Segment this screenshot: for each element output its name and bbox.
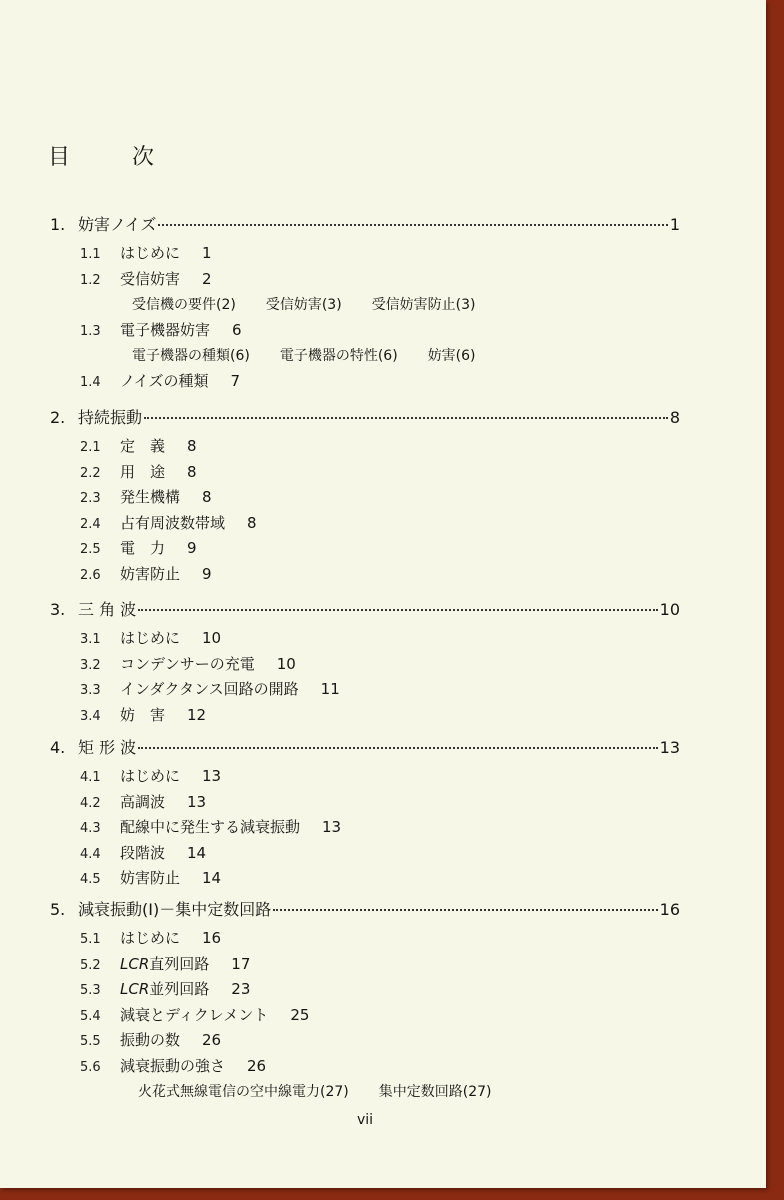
section-title: はじめに <box>120 629 181 647</box>
chapter-row <box>50 405 680 428</box>
section-row <box>80 319 242 340</box>
chapter-page: 10 <box>659 600 680 619</box>
section-title: 妨 害 <box>120 705 166 724</box>
section-number: 3.2 <box>80 657 101 673</box>
section-title: 電 力 <box>120 539 166 557</box>
section-number: 3.3 <box>80 683 101 698</box>
section-row <box>80 1055 266 1076</box>
section-page: 8 <box>202 488 212 506</box>
section-number: 5.3 <box>80 983 101 998</box>
subsection-row <box>138 1081 492 1101</box>
section-number: 4.1 <box>80 770 101 785</box>
chapter-page: 1 <box>669 215 680 234</box>
section-page: 13 <box>202 767 222 785</box>
dot-leader <box>158 224 667 226</box>
subsection-item: 集中定数回路(27) <box>378 1084 492 1100</box>
section-number: 2.6 <box>80 567 101 583</box>
section-page: 10 <box>276 654 296 673</box>
section-page: 11 <box>320 680 340 698</box>
subsection-row <box>132 345 476 365</box>
section-page: 8 <box>187 462 197 481</box>
section-title: 妨害防止 <box>120 564 181 583</box>
section-number: 5.5 <box>80 1034 101 1049</box>
section-page: 8 <box>247 513 257 532</box>
section-title: 占有周波数帯域 <box>120 513 226 532</box>
subsection-item: 電子機器の種類(6) <box>132 348 250 364</box>
section-number: 5.1 <box>80 932 101 947</box>
section-page: 9 <box>202 564 212 583</box>
chapter-title: 三 角 波 <box>78 600 137 619</box>
section-row <box>80 927 221 948</box>
section-title: 振動の数 <box>120 1031 181 1049</box>
section-title: 発生機構 <box>120 488 181 506</box>
chapter-title: 減衰振動(I)－集中定数回路 <box>78 900 272 919</box>
section-row <box>80 1029 221 1050</box>
section-row <box>80 678 340 699</box>
section-title: はじめに <box>120 929 181 947</box>
chapter-row <box>50 212 680 235</box>
subsection-item: 妨害(6) <box>427 348 476 364</box>
chapter-title: 矩 形 波 <box>78 738 137 757</box>
dot-leader <box>138 609 657 611</box>
section-title: 減衰振動の強さ <box>120 1056 226 1075</box>
section-page: 16 <box>202 929 222 947</box>
section-page: 2 <box>202 269 212 288</box>
section-number: 5.4 <box>80 1008 101 1024</box>
section-row <box>80 627 221 648</box>
section-number: 3.4 <box>80 708 101 724</box>
section-row <box>80 435 197 456</box>
section-row <box>80 791 206 812</box>
section-title: 妨害防止 <box>120 869 181 887</box>
section-page: 13 <box>322 818 342 836</box>
subsection-item: 受信妨害防止(3) <box>371 297 476 313</box>
section-title: インダクタンス回路の開路 <box>120 680 299 698</box>
section-page: 23 <box>231 980 251 998</box>
section-title: 受信妨害 <box>120 269 181 288</box>
subsection-item: 受信機の要件(2) <box>132 297 236 313</box>
subsection-row <box>132 294 476 314</box>
section-number: 2.2 <box>80 465 101 481</box>
section-row <box>80 842 206 863</box>
dot-leader <box>138 747 657 749</box>
section-number: 2.5 <box>80 542 101 557</box>
chapter-number: 1. <box>50 215 66 234</box>
section-number: 2.3 <box>80 491 101 506</box>
section-page: 6 <box>232 320 242 339</box>
section-title: 配線中に発生する減衰振動 <box>120 818 301 836</box>
section-row <box>80 978 250 999</box>
chapter-row <box>50 597 680 620</box>
section-row <box>80 765 221 786</box>
section-page: 12 <box>187 705 207 724</box>
section-row <box>80 268 212 289</box>
section-number: 1.2 <box>80 272 101 288</box>
section-page: 17 <box>231 954 251 973</box>
section-title: LCR直列回路 <box>120 954 210 973</box>
section-page: 7 <box>230 371 241 390</box>
section-row <box>80 816 341 837</box>
subsection-item: 受信妨害(3) <box>265 297 342 313</box>
chapter-title: 持続振動 <box>78 408 143 427</box>
section-number: 4.2 <box>80 795 101 811</box>
section-page: 10 <box>202 629 222 647</box>
section-page: 1 <box>202 244 212 262</box>
section-page: 13 <box>187 792 207 811</box>
section-row <box>80 242 212 263</box>
chapter-number: 2. <box>50 408 66 427</box>
section-page: 14 <box>202 869 222 887</box>
section-number: 1.3 <box>80 323 101 339</box>
section-number: 4.3 <box>80 821 101 836</box>
dot-leader <box>273 909 657 911</box>
section-row <box>80 867 221 888</box>
section-page: 26 <box>202 1031 222 1049</box>
chapter-title: 妨害ノイズ <box>78 215 157 234</box>
section-page: 8 <box>187 437 197 455</box>
section-title-italic: LCR <box>120 954 150 973</box>
section-row <box>80 653 296 674</box>
section-title: 段階波 <box>120 843 166 862</box>
chapter-row <box>50 897 680 920</box>
section-row <box>80 563 212 584</box>
section-title: ノイズの種類 <box>120 371 209 390</box>
section-title: LCR並列回路 <box>120 980 210 998</box>
section-row <box>80 461 197 482</box>
section-title: 用 途 <box>120 462 166 481</box>
section-number: 4.5 <box>80 872 101 887</box>
chapter-row <box>50 735 680 758</box>
section-number: 1.1 <box>80 247 101 262</box>
section-row <box>80 370 240 391</box>
section-title: 電子機器妨害 <box>120 320 211 339</box>
section-number: 1.4 <box>80 374 101 390</box>
section-page: 9 <box>187 539 197 557</box>
section-title: はじめに <box>120 244 181 262</box>
chapter-number: 3. <box>50 600 66 619</box>
section-title: コンデンサーの充電 <box>120 654 255 673</box>
page-title: 目 次 <box>48 145 175 170</box>
chapter-page: 13 <box>659 738 680 757</box>
subsection-item: 電子機器の特性(6) <box>279 348 398 364</box>
section-number: 5.2 <box>80 957 101 973</box>
section-title-italic: LCR <box>120 980 150 998</box>
section-row <box>80 704 206 725</box>
page-folio: vii <box>356 1112 374 1128</box>
section-page: 26 <box>247 1056 267 1075</box>
section-title: 高調波 <box>120 792 166 811</box>
dot-leader <box>144 417 668 419</box>
section-title: 定 義 <box>120 437 166 455</box>
section-page: 25 <box>290 1005 310 1024</box>
chapter-number: 4. <box>50 738 66 757</box>
section-number: 4.4 <box>80 846 101 862</box>
section-row <box>80 1004 309 1025</box>
section-number: 2.4 <box>80 516 101 532</box>
section-number: 5.6 <box>80 1059 101 1075</box>
section-number: 2.1 <box>80 440 101 455</box>
section-row <box>80 953 250 974</box>
section-row <box>80 512 257 533</box>
chapter-page: 16 <box>659 900 680 919</box>
section-number: 3.1 <box>80 632 101 647</box>
section-title: 減衰とディクレメント <box>120 1005 269 1024</box>
section-title: はじめに <box>120 767 181 785</box>
chapter-page: 8 <box>669 408 680 427</box>
chapter-number: 5. <box>50 900 66 919</box>
section-row <box>80 486 212 507</box>
section-row <box>80 537 197 558</box>
subsection-item: 火花式無線電信の空中線電力(27) <box>138 1084 349 1100</box>
section-page: 14 <box>187 843 207 862</box>
